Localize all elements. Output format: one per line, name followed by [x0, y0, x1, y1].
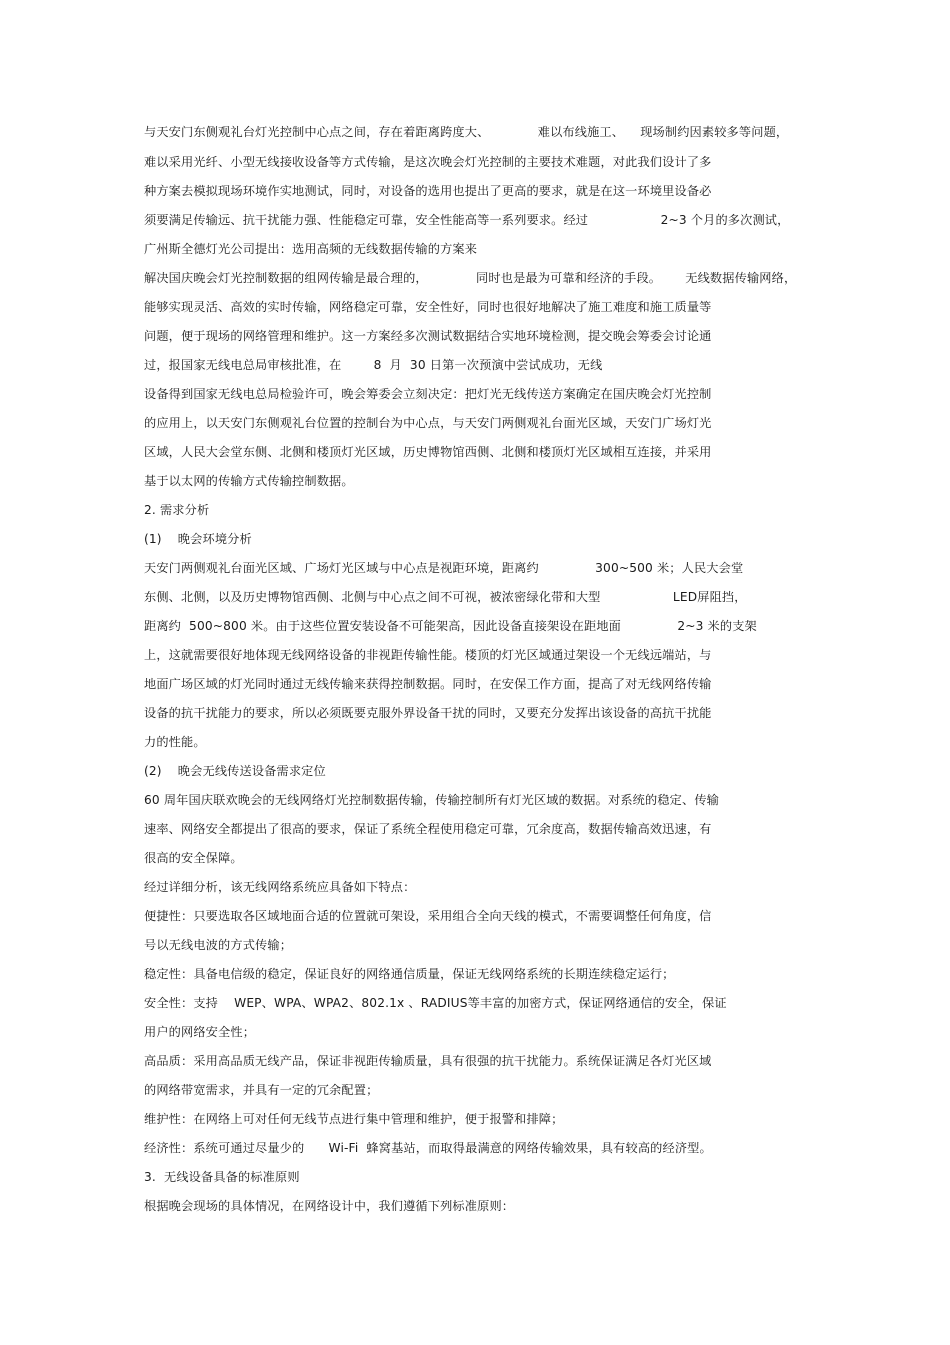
- body-line: 根据晚会现场的具体情况，在网络设计中，我们遵循下列标准原则：: [144, 1199, 515, 1213]
- body-line: 难以采用光纤、小型无线接收设备等方式传输，是这次晚会灯光控制的主要技术难题，对此我们设计了多: [144, 155, 712, 169]
- body-line: 设备的抗干扰能力的要求，所以必须既要克服外界设备干扰的同时，又要充分发挥出该设备的高抗干扰能: [144, 706, 712, 720]
- body-line: 种方案去模拟现场环境作实地测试，同时，对设备的选用也提出了更高的要求，就是在这一环境里设备必: [144, 184, 712, 198]
- subsection-heading: (2) 晚会无线传送设备需求定位: [144, 764, 326, 778]
- body-line: 须要满足传输远、抗干扰能力强、性能稳定可靠，安全性能高等一系列要求。经过 2~3 个月的多次测试，: [144, 213, 790, 227]
- body-line: 的网络带宽需求，并具有一定的冗余配置；: [144, 1083, 379, 1097]
- body-line: 天安门两侧观礼台面光区域、广场灯光区域与中心点是视距环境，距离约 300~500 米；人民大会堂: [144, 561, 744, 575]
- body-line: 区域，人民大会堂东侧、北侧和楼顶灯光区域，历史博物馆西侧、北侧和楼顶灯光区域相互连接，并采用: [144, 445, 712, 459]
- body-line: 很高的安全保障。: [144, 851, 243, 865]
- body-line: 的应用上，以天安门东侧观礼台位置的控制台为中心点，与天安门两侧观礼台面光区域，天安门广场灯光: [144, 416, 712, 430]
- body-line: 高品质：采用高品质无线产品，保证非视距传输质量，具有很强的抗干扰能力。系统保证满足各灯光区域: [144, 1054, 712, 1068]
- body-line: 60 周年国庆联欢晚会的无线网络灯光控制数据传输，传输控制所有灯光区域的数据。对系统的稳定、传输: [144, 793, 720, 807]
- body-line: 经济性：系统可通过尽量少的 Wi-Fi 蜂窝基站，而取得最满意的网络传输效果，具有较高的经济型。: [144, 1141, 712, 1155]
- body-line: 速率、网络安全都提出了很高的要求，保证了系统全程使用稳定可靠，冗余度高，数据传输高效迅速，有: [144, 822, 712, 836]
- body-line: 力的性能。: [144, 735, 206, 749]
- body-line: 解决国庆晚会灯光控制数据的组网传输是最合理的， 同时也是最为可靠和经济的手段。 无线数据传输网络，: [144, 271, 797, 285]
- body-line: 设备得到国家无线电总局检验许可，晚会筹委会立刻决定：把灯光无线传送方案确定在国庆晚会灯光控制: [144, 387, 712, 401]
- body-line: 广州斯全德灯光公司提出：选用高频的无线数据传输的方案来: [144, 242, 478, 256]
- body-line: 能够实现灵活、高效的实时传输，网络稳定可靠，安全性好，同时也很好地解决了施工难度和施工质量等: [144, 300, 712, 314]
- body-line: 距离约 500~800 米。由于这些位置安装设备不可能架高，因此设备直接架设在距地面 2~3 米的支架: [144, 619, 757, 633]
- section-heading: 3. 无线设备具备的标准原则: [144, 1170, 300, 1184]
- body-line: 与天安门东侧观礼台灯光控制中心点之间，存在着距离跨度大、 难以布线施工、 现场制约因素较多等问题，: [144, 125, 789, 139]
- body-line: 维护性：在网络上可对任何无线节点进行集中管理和维护，便于报警和排障；: [144, 1112, 564, 1126]
- body-line: 上，这就需要很好地体现无线网络设备的非视距传输性能。楼顶的灯光区域通过架设一个无线远端站，与: [144, 648, 712, 662]
- body-line: 用户的网络安全性；: [144, 1025, 256, 1039]
- body-line: 东侧、北侧，以及历史博物馆西侧、北侧与中心点之间不可视，被浓密绿化带和大型 LED屏阻挡，: [144, 590, 747, 604]
- body-line: 稳定性：具备电信级的稳定，保证良好的网络通信质量，保证无线网络系统的长期连续稳定运行；: [144, 967, 675, 981]
- subsection-heading: (1) 晚会环境分析: [144, 532, 252, 546]
- body-line: 问题，便于现场的网络管理和维护。这一方案经多次测试数据结合实地环境检测，提交晚会筹委会讨论通: [144, 329, 712, 343]
- body-line: 过，报国家无线电总局审核批准，在 8 月 30 日第一次预演中尝试成功，无线: [144, 358, 603, 372]
- section-heading: 2. 需求分析: [144, 503, 210, 517]
- body-line: 基于以太网的传输方式传输控制数据。: [144, 474, 354, 488]
- body-line: 地面广场区域的灯光同时通过无线传输来获得控制数据。同时，在安保工作方面，提高了对无线网络传输: [144, 677, 712, 691]
- body-line: 便捷性：只要选取各区域地面合适的位置就可架设，采用组合全向天线的模式，不需要调整任何角度，信: [144, 909, 712, 923]
- body-line: 安全性：支持 WEP、WPA、WPA2、802.1x 、RADIUS等丰富的加密方式，保证网络通信的安全，保证: [144, 996, 727, 1010]
- body-line: 号以无线电波的方式传输；: [144, 938, 293, 952]
- body-line: 经过详细分析，该无线网络系统应具备如下特点：: [144, 880, 416, 894]
